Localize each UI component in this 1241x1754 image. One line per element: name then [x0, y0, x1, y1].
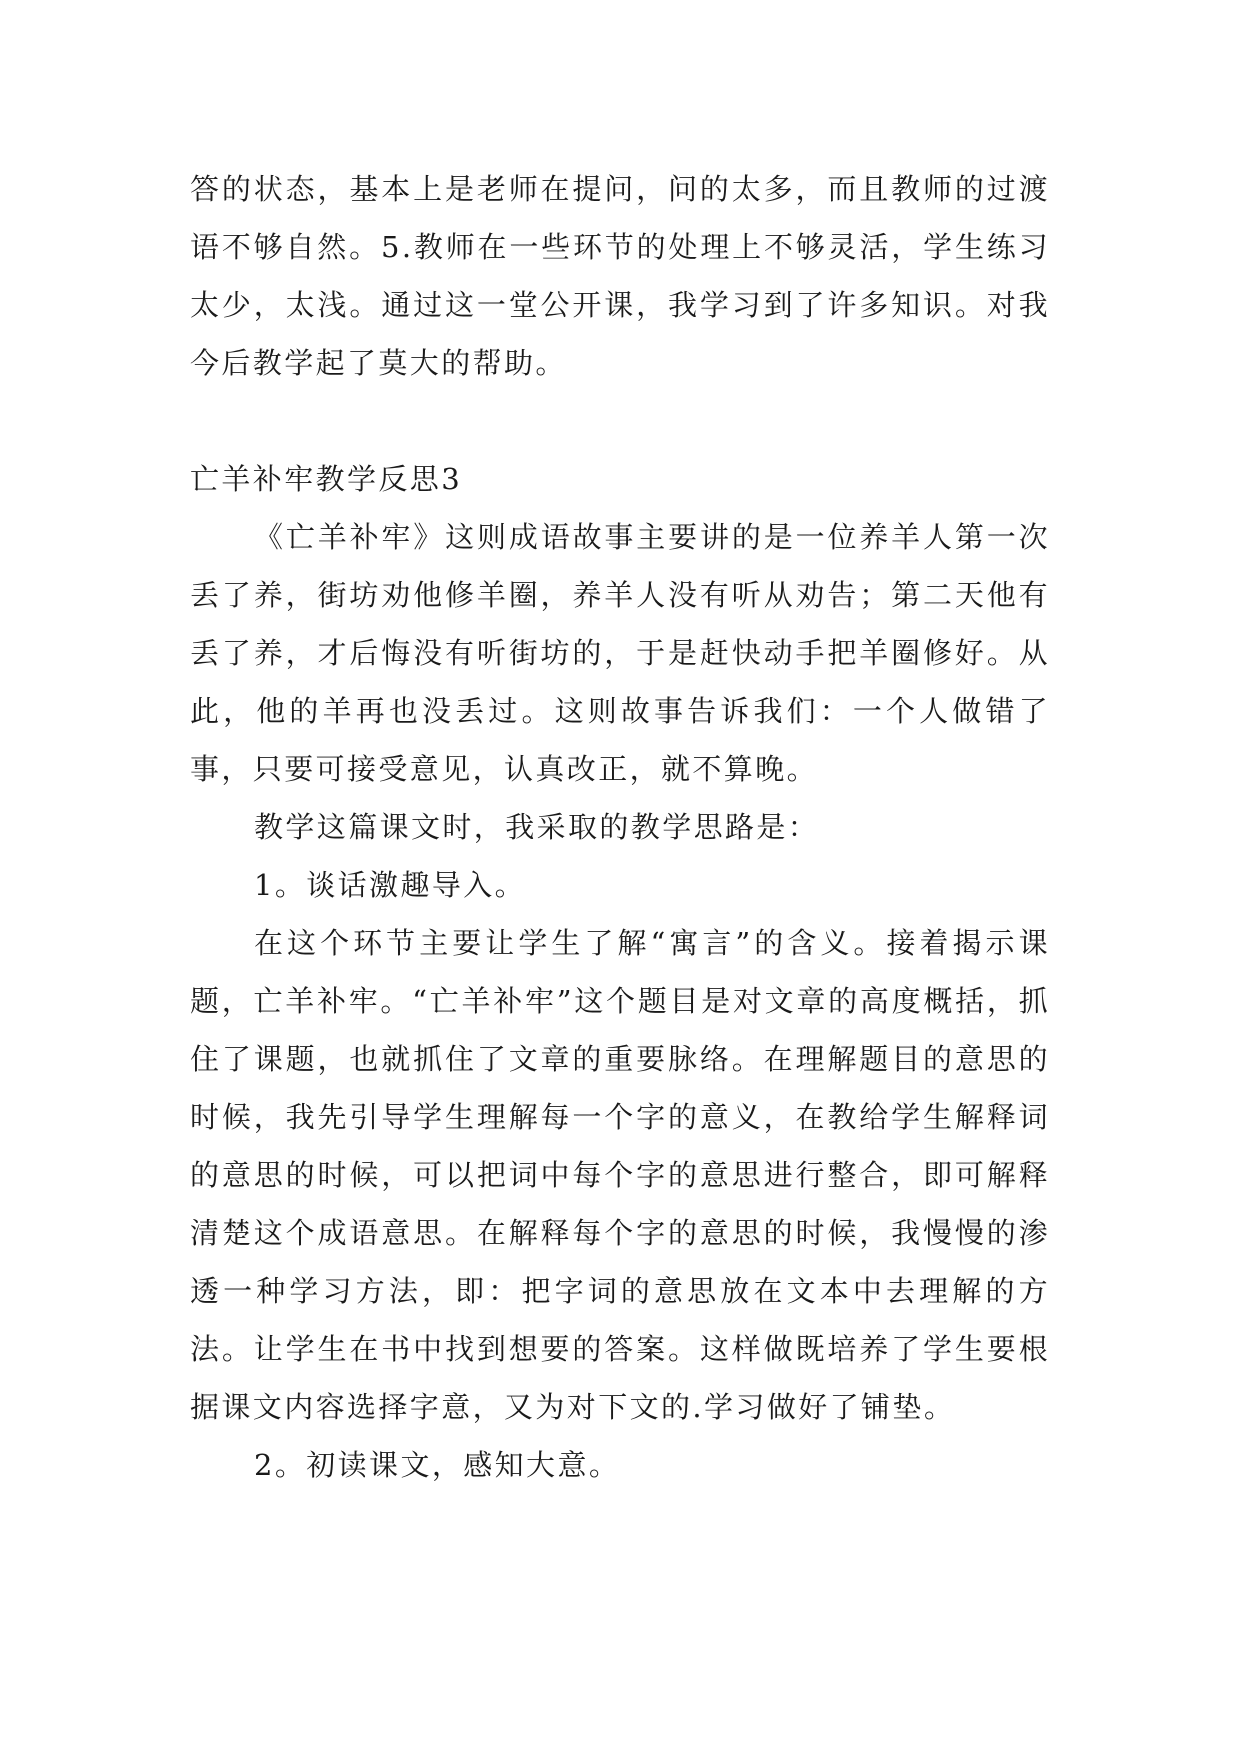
section-title: 亡羊补牢教学反思3: [190, 462, 463, 496]
paragraph-step-1: 1。谈话激趣导入。: [254, 868, 527, 902]
document-body: [190, 160, 1050, 1494]
paragraph-teaching-approach: 教学这篇课文时，我采取的教学思路是：: [254, 810, 820, 844]
continuation-paragraph: 答的状态，基本上是老师在提问，问的太多，而且教师的过渡语不够自然。5.教师在一些环节的处理上不够灵活，学生练习太少，太浅。通过这一堂公开课，我学习到了许多知识。对我今后教学起了莫大的帮助。: [190, 172, 1050, 380]
paragraph-step-1-detail: 在这个环节主要让学生了解“寓言”的含义。接着揭示课题，亡羊补牢。“亡羊补牢”这个题目是对文章的高度概括，抓住了课题，也就抓住了文章的重要脉络。在理解题目的意思的时候，我先引导学生理解每一个字的意义，在教给学生解释词的意思的时候，可以把词中每个字的意思进行整合，即可解释清楚这个成语意思。在解释每个字的意思的时候，我慢慢的渗透一种学习方法，即：把字词的意思放在文本中去理解的方法。让学生在书中找到想要的答案。这样做既培养了学生要根据课文内容选择字意，又为对下文的.学习做好了铺垫。: [190, 926, 1050, 1424]
paragraph-story-summary: 《亡羊补牢》这则成语故事主要讲的是一位养羊人第一次丢了养，街坊劝他修羊圈，养羊人没有听从劝告；第二天他有丢了养，才后悔没有听街坊的，于是赶快动手把羊圈修好。从此，他的羊再也没丢过。这则故事告诉我们：一个人做错了事，只要可接受意见，认真改正，就不算晚。: [190, 520, 1050, 786]
paragraph-step-2: 2。初读课文，感知大意。: [254, 1448, 621, 1482]
